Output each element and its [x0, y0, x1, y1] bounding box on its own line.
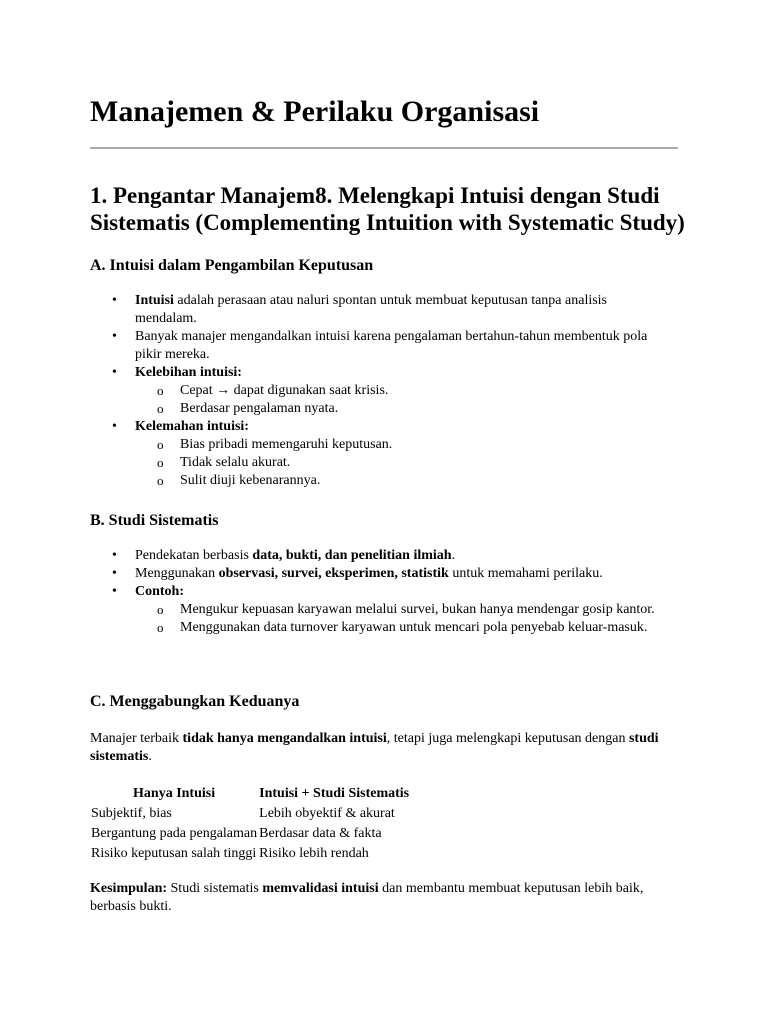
section-c-heading: C. Menggabungkan Keduanya [90, 693, 300, 710]
bullet: • [112, 329, 117, 344]
item-label: Contoh: [135, 584, 185, 599]
bullet: • [112, 365, 117, 380]
list-item [90, 565, 670, 583]
section-a-list [90, 292, 670, 490]
bullet: • [112, 419, 117, 434]
conclusion-paragraph [90, 880, 670, 916]
list-item [90, 583, 670, 637]
list-item [90, 292, 670, 328]
sub-item-text: Menggunakan data turnover karyawan untuk mencari pola penyebab keluar-masuk. [180, 620, 648, 635]
table-cell: Subjektif, bias [91, 806, 172, 821]
sub-list-item [135, 601, 655, 619]
sub-item-text: Mengukur kepuasan karyawan melalui survei, bukan hanya mendengar gosip kantor. [180, 602, 655, 617]
section-heading: 1. Pengantar Manajem8. Melengkapi Intuisi dengan Studi Sistematis (Complementing Intuition with Systematic Study) [90, 183, 685, 235]
para-text: Manajer terbaik [90, 731, 183, 746]
table-cell: Risiko keputusan salah tinggi [91, 846, 257, 861]
table-cell: Lebih obyektif & akurat [259, 806, 395, 821]
table-header-row [90, 784, 410, 804]
item-label: Kelemahan intuisi: [135, 419, 249, 434]
sub-item-text: Cepat → dapat digunakan saat krisis. [180, 383, 389, 398]
conclusion-label: Kesimpulan: [90, 881, 168, 896]
sub-list [135, 601, 655, 637]
para-emphasis: studi sistematis [90, 731, 659, 764]
list-item [90, 328, 670, 364]
sub-item-text: Bias pribadi memengaruhi keputusan. [180, 437, 393, 452]
para-text: , tetapi juga melengkapi keputusan dengan [386, 731, 629, 746]
sub-bullet: o [157, 620, 164, 635]
para-emphasis: memvalidasi intuisi [262, 881, 379, 896]
item-text: untuk memahami perilaku. [448, 566, 603, 581]
sub-item-text: Sulit diuji kebenarannya. [180, 473, 321, 488]
sub-list-item [135, 382, 670, 400]
list-item [90, 418, 670, 490]
item-label: Kelebihan intuisi: [135, 365, 242, 380]
sub-list-item [135, 454, 670, 472]
para-text: Studi sistematis [167, 881, 263, 896]
list-item [90, 547, 670, 565]
para-emphasis: tidak hanya mengandalkan intuisi [182, 731, 387, 746]
table-cell: Risiko lebih rendah [259, 846, 369, 861]
section-a-heading: A. Intuisi dalam Pengambilan Keputusan [90, 257, 374, 274]
sub-bullet: o [157, 401, 164, 416]
sub-bullet: o [157, 437, 164, 452]
bullet: • [112, 293, 117, 308]
sub-list-item [135, 472, 670, 490]
item-text: . [451, 548, 456, 563]
sub-bullet: o [157, 473, 164, 488]
page-title: Manajemen & Perilaku Organisasi [90, 95, 540, 128]
sub-item-text: Tidak selalu akurat. [180, 455, 291, 470]
title-divider [90, 147, 678, 149]
item-text: Banyak manajer mengandalkan intuisi karena pengalaman bertahun-tahun membentuk pola pikir mereka. [135, 329, 648, 362]
sub-list-item [135, 619, 655, 637]
bullet: • [112, 548, 117, 563]
sub-list-item [135, 436, 670, 454]
item-emphasis: data, bukti, dan penelitian ilmiah [252, 548, 452, 563]
term-intuisi: Intuisi [135, 293, 174, 308]
table-header: Hanya Intuisi [133, 786, 216, 801]
table-row [90, 804, 410, 824]
item-text: adalah perasaan atau naluri spontan untuk membuat keputusan tanpa analisis mendalam. [135, 293, 608, 326]
para-text: dan membantu membuat keputusan lebih baik, berbasis bukti. [90, 881, 644, 914]
table-header: Intuisi + Studi Sistematis [259, 786, 410, 801]
sub-list [135, 436, 670, 490]
comparison-table [90, 784, 410, 864]
section-b-heading: B. Studi Sistematis [90, 512, 219, 529]
sub-item-text: Berdasar pengalaman nyata. [180, 401, 339, 416]
sub-list-item [135, 400, 670, 418]
sub-bullet: o [157, 383, 164, 398]
bullet: • [112, 584, 117, 599]
sub-bullet: o [157, 455, 164, 470]
list-item [90, 364, 670, 418]
item-text: Pendekatan berbasis [135, 548, 253, 563]
para-text: . [148, 749, 152, 764]
sub-list [135, 382, 670, 418]
section-c-paragraph [90, 730, 670, 766]
table-row [90, 844, 410, 864]
table-cell: Bergantung pada pengalaman [91, 826, 258, 841]
sub-bullet: o [157, 602, 164, 617]
item-emphasis: observasi, survei, eksperimen, statistik [218, 566, 449, 581]
table-cell: Berdasar data & fakta [259, 826, 382, 841]
item-text: Menggunakan [135, 566, 219, 581]
bullet: • [112, 566, 117, 581]
table-row [90, 824, 410, 844]
section-b-list [90, 547, 670, 637]
